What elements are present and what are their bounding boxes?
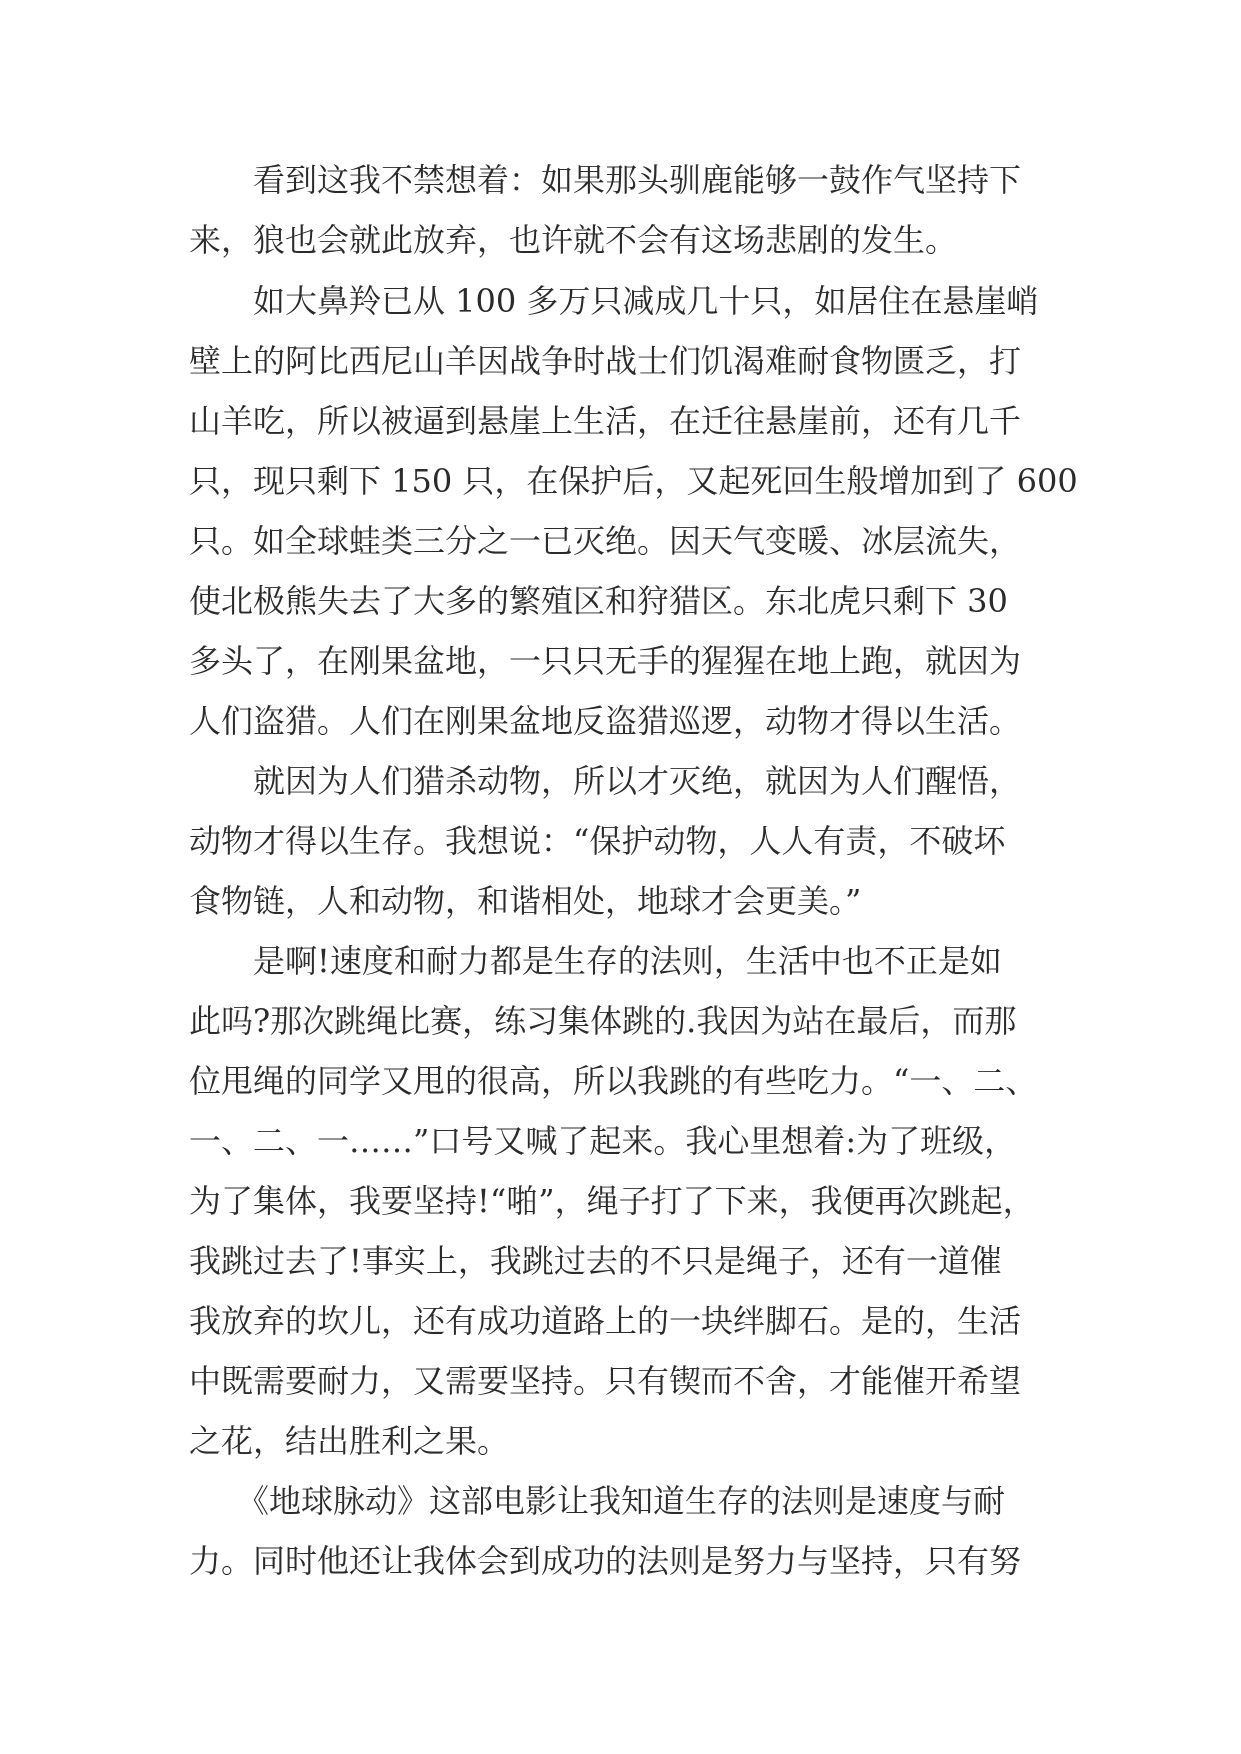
text-line: 食物链，人和动物，和谐相处，地球才会更美。”: [189, 882, 862, 920]
text-line: 一、二、一……”口号又喊了起来。我心里想着:为了班级，: [189, 1122, 1017, 1160]
text-line: 中既需要耐力，又需要坚持。只有锲而不舍，才能催开希望: [189, 1362, 1022, 1400]
text-line: 人们盗猎。人们在刚果盆地反盗猎巡逻，动物才得以生活。: [189, 702, 1022, 740]
text-line: 如大鼻羚已从 100 多万只减成几十只，如居住在悬崖峭: [189, 282, 1039, 320]
text-line: 位甩绳的同学又甩的很高，所以我跳的有些吃力。“一、二、: [189, 1062, 1038, 1100]
text-line: 之花，结出胜利之果。: [189, 1422, 510, 1460]
text-line: 山羊吃，所以被逼到悬崖上生活，在迁往悬崖前，还有几千: [189, 402, 1022, 440]
text-line: 动物才得以生存。我想说：“保护动物，人人有责，不破坏: [189, 822, 1006, 860]
text-line: 看到这我不禁想着：如果那头驯鹿能够一鼓作气坚持下: [189, 161, 1022, 199]
text-line: 《地球脉动》这部电影让我知道生存的法则是速度与耐: [189, 1482, 1006, 1520]
text-line: 就因为人们猎杀动物，所以才灭绝，就因为人们醒悟，: [189, 762, 1022, 800]
text-line: 我跳过去了!事实上，我跳过去的不只是绳子，还有一道催: [189, 1242, 1002, 1280]
text-line: 此吗?那次跳绳比赛，练习集体跳的.我因为站在最后，而那: [189, 1002, 1017, 1040]
text-line: 只。如全球蛙类三分之一已灭绝。因天气变暖、冰层流失，: [189, 522, 1022, 560]
text-line: 我放弃的坎儿，还有成功道路上的一块绊脚石。是的，生活: [189, 1302, 1022, 1340]
text-line: 力。同时他还让我体会到成功的法则是努力与坚持，只有努: [189, 1542, 1022, 1580]
text-line: 为了集体，我要坚持!“啪”，绳子打了下来，我便再次跳起，: [189, 1182, 1035, 1220]
text-line: 只，现只剩下 150 只，在保护后，又起死回生般增加到了 600: [189, 462, 1078, 500]
text-line: 来，狼也会就此放弃，也许就不会有这场悲剧的发生。: [189, 221, 958, 259]
text-line: 使北极熊失去了大多的繁殖区和狩猎区。东北虎只剩下 30: [189, 582, 1008, 620]
text-line: 壁上的阿比西尼山羊因战争时战士们饥渴难耐食物匮乏，打: [189, 342, 1022, 380]
text-line: 是啊!速度和耐力都是生存的法则，生活中也不正是如: [189, 942, 1002, 980]
text-line: 多头了，在刚果盆地，一只只无手的猩猩在地上跑，就因为: [189, 642, 1022, 680]
